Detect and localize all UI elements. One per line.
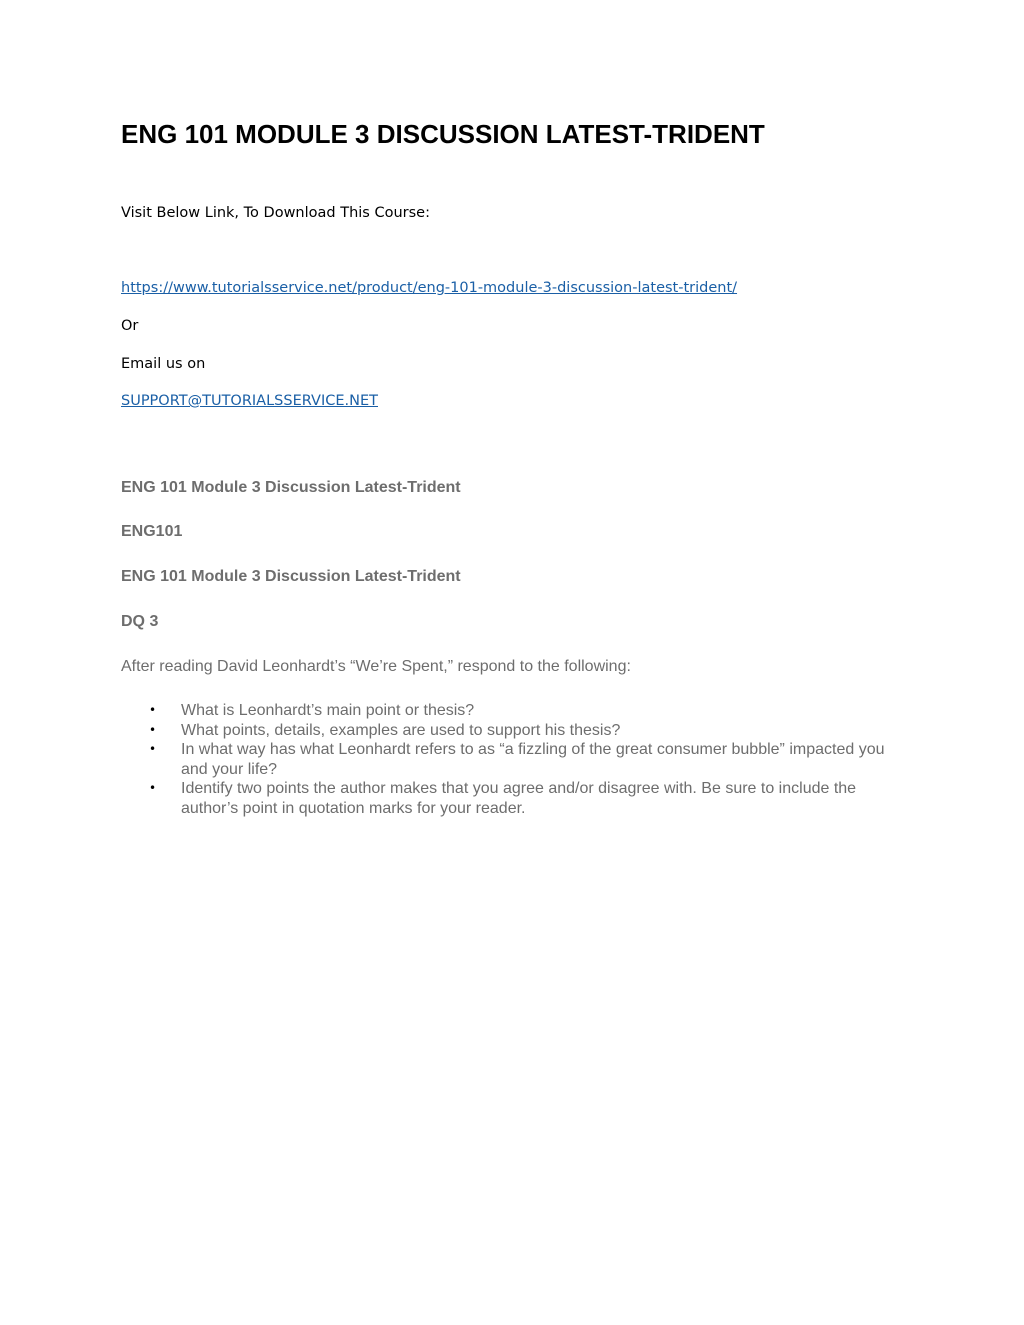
list-item bbox=[0, 721, 893, 741]
list-item bbox=[0, 740, 893, 779]
bullet-icon: • bbox=[149, 703, 157, 717]
question-list bbox=[0, 701, 1024, 818]
course-download-link[interactable]: https://www.tutorialsservice.net/product/eng-101-module-3-discussion-latest-trident/ bbox=[121, 280, 738, 296]
document-title: ENG 101 MODULE 3 DISCUSSION LATEST-TRIDENT bbox=[121, 119, 765, 149]
question-text: Identify two points the author makes that you agree and/or disagree with. Be sure to include the author’s point in quotation marks for your reader. bbox=[181, 780, 857, 817]
or-text: Or bbox=[121, 318, 139, 334]
list-item bbox=[0, 779, 893, 818]
course-code: ENG101 bbox=[121, 523, 183, 540]
dq-label: DQ 3 bbox=[121, 613, 159, 630]
email-prompt: Email us on bbox=[121, 356, 206, 372]
list-item bbox=[0, 701, 893, 721]
section-title-repeat: ENG 101 Module 3 Discussion Latest-Trident bbox=[121, 568, 461, 585]
bullet-icon: • bbox=[149, 781, 157, 795]
intro-text: Visit Below Link, To Download This Course: bbox=[121, 205, 430, 221]
bullet-icon: • bbox=[149, 722, 157, 737]
question-text: What is Leonhardt’s main point or thesis? bbox=[181, 702, 475, 719]
question-text: In what way has what Leonhardt refers to as “a fizzling of the great consumer bubble” impacted you and your life? bbox=[181, 741, 885, 778]
section-title: ENG 101 Module 3 Discussion Latest-Trident bbox=[121, 479, 461, 496]
discussion-prompt: After reading David Leonhardt’s “We’re Spent,” respond to the following: bbox=[121, 658, 631, 675]
support-email-link[interactable]: SUPPORT@TUTORIALSSERVICE.NET bbox=[121, 393, 378, 409]
bullet-icon: • bbox=[149, 742, 157, 756]
question-text: What points, details, examples are used to support his thesis? bbox=[181, 721, 621, 739]
